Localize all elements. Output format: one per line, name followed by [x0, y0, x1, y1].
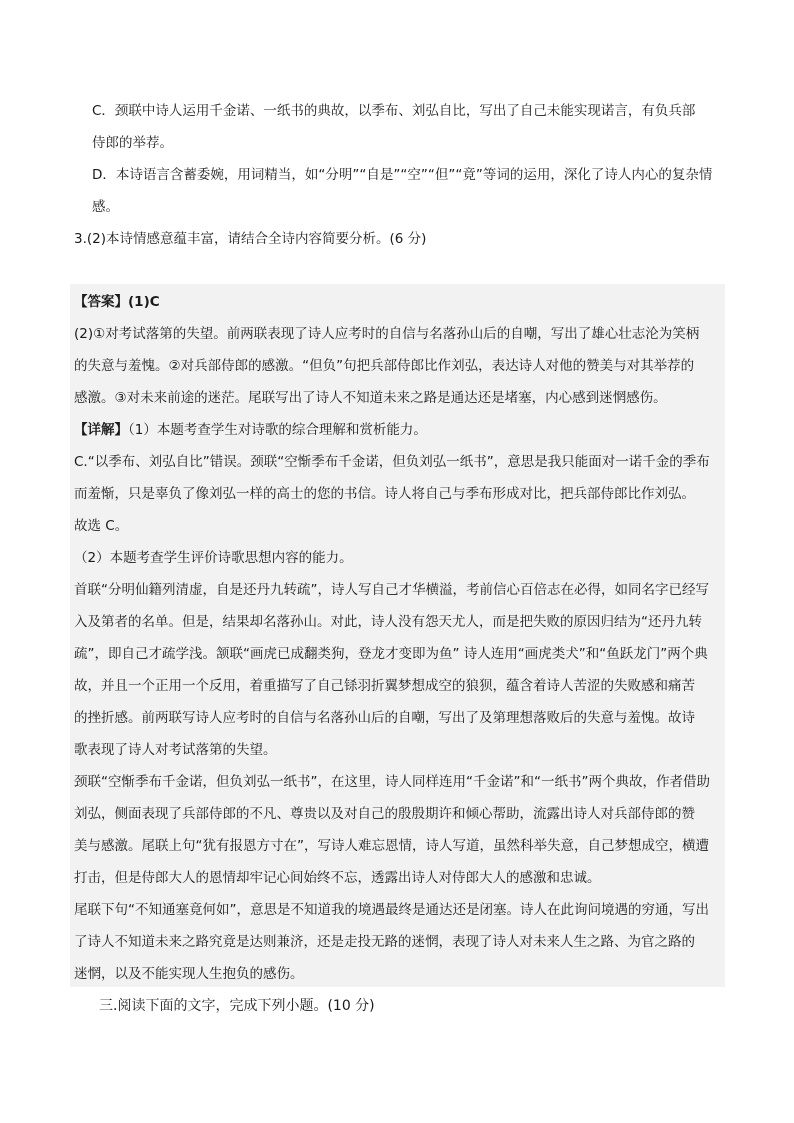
explanation-line: 歌表现了诗人对考试落第的失望。 — [74, 742, 277, 758]
explanation-label: 【详解】 — [74, 422, 128, 438]
explanation-line: 刘弘，侧面表现了兵部侍郎的不凡、尊贵以及对自己的殷殷期许和倾心帮助，流露出诗人对兵部侍郎的赞 — [74, 806, 695, 822]
explanation-line: 的挫折感。前两联写诗人应考时的自信与名落孙山后的自嘲，写出了及第理想落败后的失意与羞愧。故诗 — [74, 710, 695, 726]
explanation-line: 尾联下句“不知通塞竟何如”，意思是不知道我的境遇最终是通达还是闭塞。诗人在此询问境遇的穷通，写出 — [74, 902, 709, 918]
answer-line: (2)①对考试落第的失望。前两联表现了诗人应考时的自信与名落孙山后的自嘲，写出了雄心壮志沦为笑柄 — [74, 326, 700, 342]
section-3-heading: 三.阅读下面的文字，完成下列小题。(10 分) — [99, 998, 375, 1014]
explanation-line: 美与感激。尾联上句“犹有报恩方寸在”，写诗人难忘恩情，诗人写道，虽然科举失意，自己梦想成空，横遭 — [74, 838, 709, 854]
option-d-line-1: D．本诗语言含蓄委婉，用词精当，如“分明”“自是”“空”“但”“竟”等词的运用，深化了诗人内心的复杂情 — [92, 167, 713, 183]
explanation-heading — [74, 420, 427, 440]
explanation-line: 故选 C。 — [74, 518, 129, 534]
answer-line: 的失意与羞愧。②对兵部侍郎的感激。“但负”句把兵部侍郎比作刘弘，表达诗人对他的赞美与对其举荐的 — [74, 358, 695, 374]
explanation-line: C.“以季布、刘弘自比”错误。颈联“空惭季布千金诺，但负刘弘一纸书”，意思是我只能面对一诺千金的季布 — [74, 454, 710, 470]
explanation-line: 颈联“空惭季布千金诺，但负刘弘一纸书”，在这里，诗人同样连用“千金诺”和“一纸书”两个典故，作者借助 — [74, 774, 710, 790]
option-d-line-2: 感。 — [92, 199, 119, 215]
answer-heading — [74, 292, 160, 312]
explanation-line: 首联“分明仙籍列清虚，自是还丹九转疏”，诗人写自己才华横溢，考前信心百倍志在必得，如同名字已经写 — [74, 582, 709, 598]
explanation-line: 疏”，即自己才疏学浅。颔联“画虎已成翻类狗，登龙才变即为鱼” 诗人连用“画虎类犬”和“鱼跃龙门”两个典 — [74, 646, 708, 662]
explanation-line: 迷惘，以及不能实现人生抱负的感伤。 — [74, 966, 304, 982]
answer-part-1: (1)C — [128, 294, 160, 310]
answer-label: 【答案】 — [74, 294, 128, 310]
answer-line: 感激。③对未来前途的迷茫。尾联写出了诗人不知道未来之路是通达还是堵塞，内心感到迷惘感伤。 — [74, 390, 667, 406]
explanation-line: 故，并且一个正用一个反用，着重描写了自己铩羽折翼梦想成空的狼狈，蕴含着诗人苦涩的失败感和痛苦 — [74, 678, 695, 694]
explanation-line: 打击，但是侍郎大人的恩情却牢记心间始终不忘，透露出诗人对侍郎大人的感激和忠诚。 — [74, 870, 601, 886]
option-c-line-1: C．颈联中诗人运用千金诺、一纸书的典故，以季布、刘弘自比，写出了自己未能实现诺言，有负兵部 — [92, 103, 696, 119]
option-c-line-2: 侍郎的举荐。 — [92, 135, 173, 151]
explanation-line: 入及第者的名单。但是，结果却名落孙山。对此，诗人没有怨天尤人，而是把失败的原因归结为“还丹九转 — [74, 614, 702, 630]
explanation-intro-1: （1）本题考查学生对诗歌的综合理解和赏析能力。 — [128, 422, 427, 438]
explanation-line: 了诗人不知道未来之路究竟是达则兼济，还是走投无路的迷惘，表现了诗人对未来人生之路、为官之路的 — [74, 934, 695, 950]
explanation-intro-2: （2）本题考查学生评价诗歌思想内容的能力。 — [74, 550, 353, 566]
explanation-line: 而羞惭，只是辜负了像刘弘一样的高士的您的书信。诗人将自己与季布形成对比，把兵部侍郎比作刘弘。 — [74, 486, 695, 502]
question-3-2: 3.(2)本诗情感意蕴丰富，请结合全诗内容简要分析。(6 分) — [74, 231, 427, 247]
